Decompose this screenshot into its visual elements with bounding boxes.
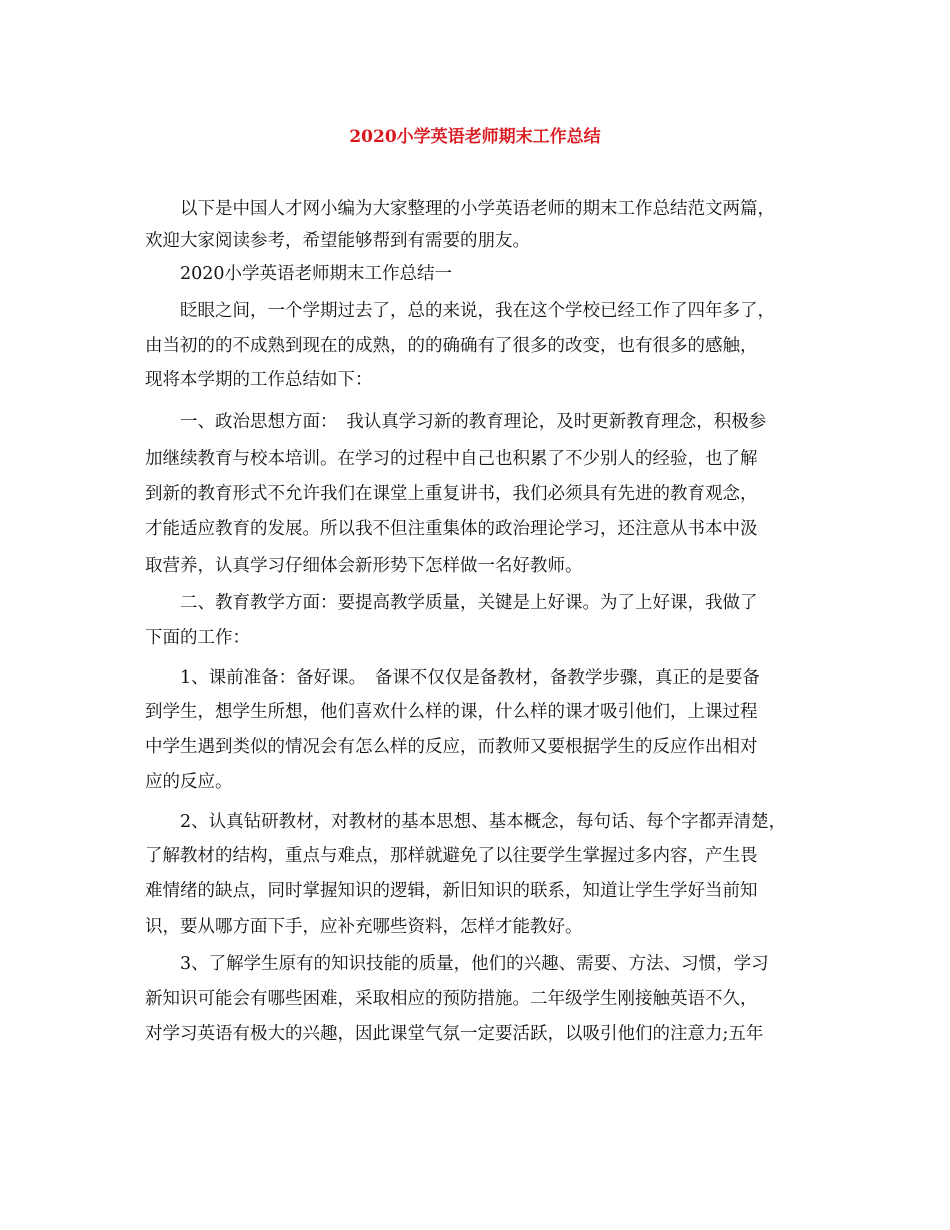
text-line: 加继续教育与校本培训。在学习的过程中自己也积累了不少别人的经验，也了解: [145, 449, 758, 469]
text-line: 了解教材的结构，重点与难点，那样就避免了以往要学生掌握过多内容，产生畏: [145, 846, 758, 866]
text-line: 中学生遇到类似的情况会有怎么样的反应，而教师又要根据学生的反应作出相对: [145, 737, 758, 757]
text-line: 对学习英语有极大的兴趣，因此课堂气氛一定要活跃，以吸引他们的注意力;五年: [145, 1024, 764, 1044]
text-line: 取营养，认真学习仔细体会新形势下怎样做一名好教师。: [145, 556, 583, 576]
text-line: 新知识可能会有哪些困难，采取相应的预防措施。二年级学生刚接触英语不久，: [145, 989, 758, 1009]
text-line: 现将本学期的工作总结如下：: [145, 370, 373, 390]
text-line: 2、认真钻研教材，对教材的基本思想、基本概念，每句话、每个字都弄清楚，: [180, 812, 787, 832]
text-line: 欢迎大家阅读参考，希望能够帮到有需要的朋友。: [145, 231, 530, 251]
text-line: 到学生，想学生所想，他们喜欢什么样的课，什么样的课才吸引他们，上课过程: [145, 702, 758, 722]
text-line: 才能适应教育的发展。所以我不但注重集体的政治理论学习，还注意从书本中汲: [145, 519, 758, 539]
text-line: 1、课前准备：备好课。 备课不仅仅是备教材，备教学步骤，真正的是要备: [180, 668, 760, 688]
text-line: 二、教育教学方面：要提高教学质量，关键是上好课。为了上好课，我做了: [180, 593, 758, 613]
text-line: 3、了解学生原有的知识技能的质量，他们的兴趣、需要、方法、习惯，学习: [180, 954, 769, 974]
text-line: 眨眼之间，一个学期过去了，总的来说，我在这个学校已经工作了四年多了，: [180, 301, 775, 321]
text-line: 到新的教育形式不允许我们在课堂上重复讲书，我们必须具有先进的教育观念，: [145, 484, 758, 504]
text-line: 由当初的的不成熟到现在的成熟，的的确确有了很多的改变，也有很多的感触，: [145, 336, 758, 356]
text-line: 应的反应。: [145, 772, 233, 792]
text-line: 识，要从哪方面下手，应补充哪些资料，怎样才能教好。: [145, 917, 583, 937]
subheading: 2020小学英语老师期末工作总结一: [180, 264, 453, 284]
text-line: 以下是中国人才网小编为大家整理的小学英语老师的期末工作总结范文两篇，: [180, 199, 775, 219]
document-title: 2020小学英语老师期末工作总结: [349, 127, 601, 147]
text-line: 一、政治思想方面： 我认真学习新的教育理论，及时更新教育理念，积极参: [180, 412, 767, 432]
text-line: 下面的工作：: [145, 628, 250, 648]
text-line: 难情绪的缺点，同时掌握知识的逻辑，新旧知识的联系，知道让学生学好当前知: [145, 881, 758, 901]
